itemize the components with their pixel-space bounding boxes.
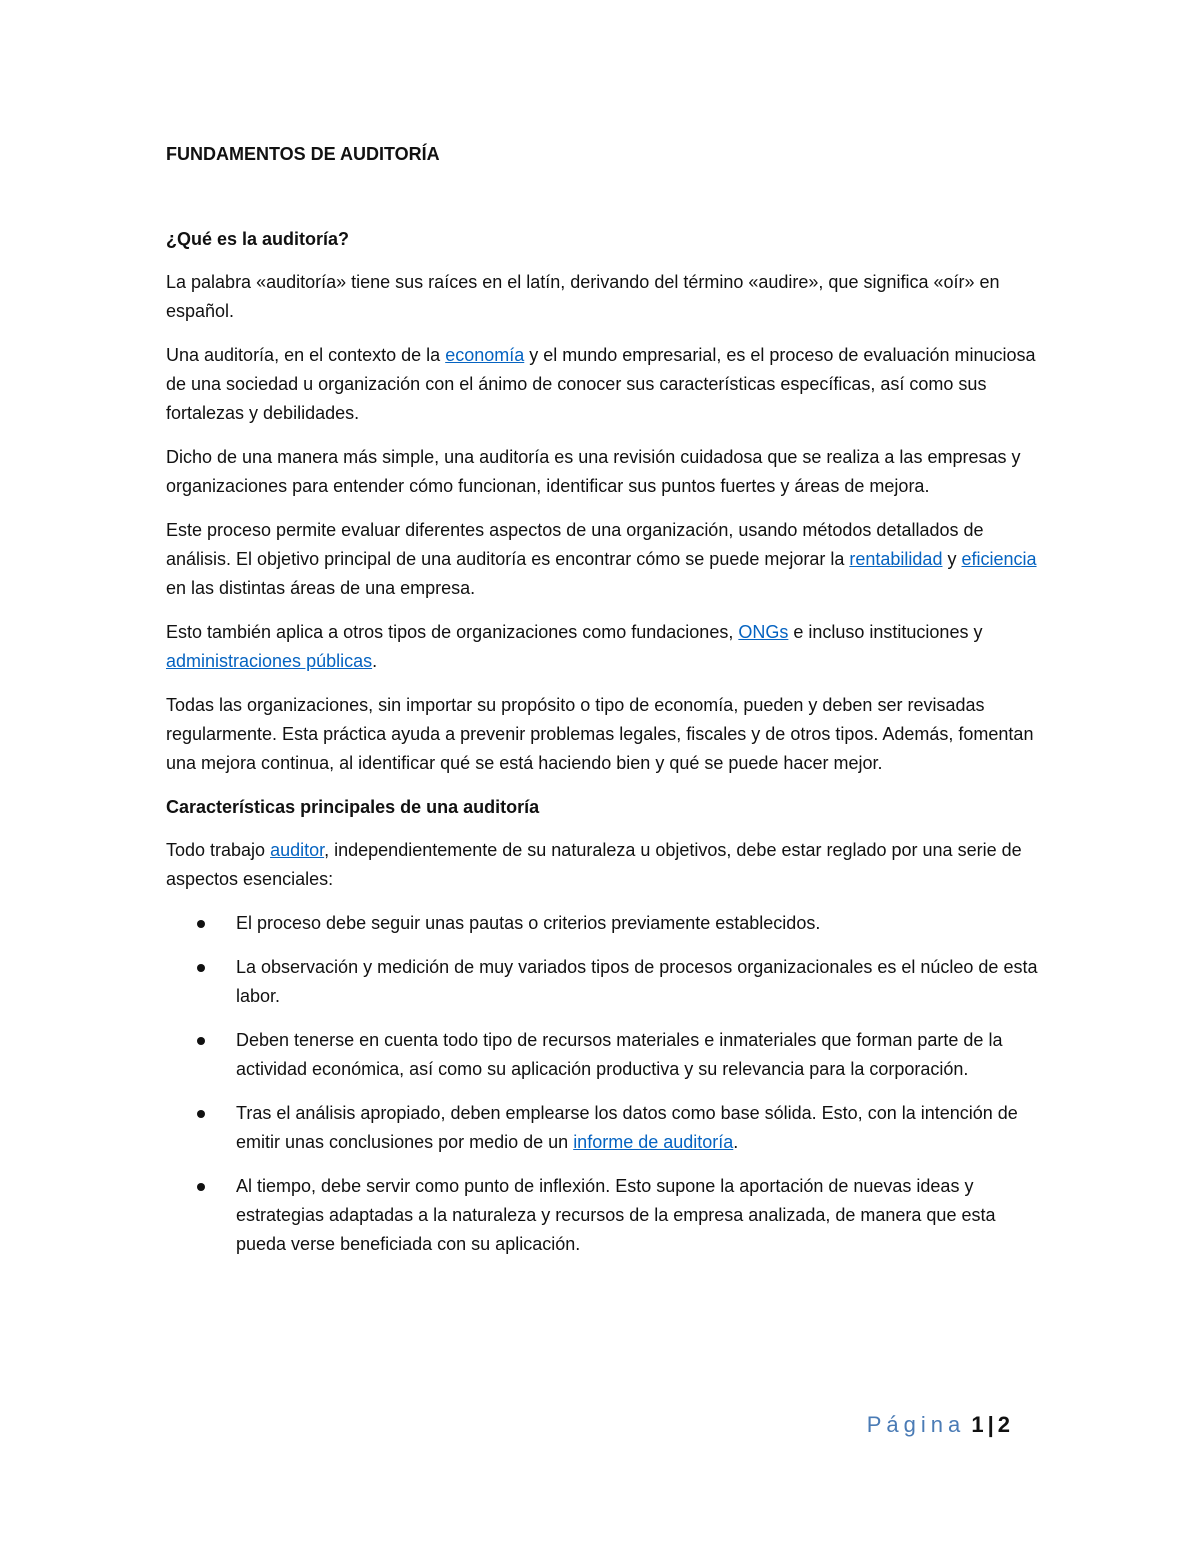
link-economia[interactable]: economía bbox=[445, 345, 525, 365]
list-item: El proceso debe seguir unas pautas o criterios previamente establecidos. bbox=[166, 909, 1041, 938]
bullet-icon bbox=[197, 1183, 205, 1191]
bullet-icon bbox=[197, 1110, 205, 1118]
section-heading-characteristics: Características principales de una auditoría bbox=[166, 797, 540, 817]
paragraph-process: Este proceso permite evaluar diferentes aspectos de una organización, usando métodos detallados de análisis. El objetivo principal de una auditoría es encontrar cómo se puede mejorar la rentabilidad y eficiencia en las distintas áreas de una empresa. bbox=[166, 520, 1037, 598]
document-body bbox=[166, 140, 1041, 1274]
list-item: Deben tenerse en cuenta todo tipo de recursos materiales e inmateriales que forman parte de la actividad económica, así como su aplicación productiva y su relevancia para la corporación. bbox=[166, 1026, 1041, 1084]
paragraph-all-organizations: Todas las organizaciones, sin importar su propósito o tipo de economía, pueden y deben ser revisadas regularmente. Esta práctica ayuda a prevenir problemas legales, fiscales y de otros tipos. Además, fomentan una mejora continua, al identificar qué se está haciendo bien y qué se puede hacer mejor. bbox=[166, 695, 1034, 773]
paragraph-audit-work: Todo trabajo auditor, independientemente de su naturaleza u objetivos, debe estar reglado por una serie de aspectos esenciales: bbox=[166, 840, 1022, 889]
link-auditor[interactable]: auditor bbox=[270, 840, 325, 860]
document-title: FUNDAMENTOS DE AUDITORÍA bbox=[166, 144, 440, 164]
page-separator: | bbox=[987, 1412, 994, 1437]
bullet-icon bbox=[197, 1037, 205, 1045]
bullet-icon bbox=[197, 964, 205, 972]
link-administraciones-publicas[interactable]: administraciones públicas bbox=[166, 651, 373, 671]
paragraph-definition: Una auditoría, en el contexto de la economía y el mundo empresarial, es el proceso de evaluación minuciosa de una sociedad u organización con el ánimo de conocer sus características específicas, así como sus fortalezas y debilidades. bbox=[166, 345, 1036, 423]
link-rentabilidad[interactable]: rentabilidad bbox=[849, 549, 943, 569]
link-ongs[interactable]: ONGs bbox=[738, 622, 789, 642]
paragraph-etymology: La palabra «auditoría» tiene sus raíces en el latín, derivando del término «audire», que significa «oír» en español. bbox=[166, 272, 1000, 321]
list-item: Tras el análisis apropiado, deben emplearse los datos como base sólida. Esto, con la intención de emitir unas conclusiones por medio de un informe de auditoría. bbox=[166, 1099, 1041, 1157]
paragraph-other-organizations: Esto también aplica a otros tipos de organizaciones como fundaciones, ONGs e incluso instituciones y administraciones públicas. bbox=[166, 622, 983, 671]
link-informe-de-auditoria[interactable]: informe de auditoría bbox=[573, 1132, 734, 1152]
current-page-number: 1 bbox=[971, 1412, 984, 1437]
list-item: Al tiempo, debe servir como punto de inflexión. Esto supone la aportación de nuevas ideas y estrategias adaptadas a la naturaleza y recursos de la empresa analizada, de manera que esta pueda verse beneficiada con su aplicación. bbox=[166, 1172, 1041, 1259]
paragraph-simple-explanation: Dicho de una manera más simple, una auditoría es una revisión cuidadosa que se realiza a las empresas y organizaciones para entender cómo funcionan, identificar sus puntos fuertes y áreas de mejora. bbox=[166, 447, 1021, 496]
total-pages-number: 2 bbox=[997, 1412, 1010, 1437]
page-word: Página bbox=[866, 1412, 966, 1437]
page-footer bbox=[867, 1410, 1010, 1440]
list-item: La observación y medición de muy variados tipos de procesos organizacionales es el núcleo de esta labor. bbox=[166, 953, 1041, 1011]
link-eficiencia[interactable]: eficiencia bbox=[961, 549, 1037, 569]
section-heading-what-is-audit: ¿Qué es la auditoría? bbox=[166, 229, 350, 249]
characteristics-list bbox=[166, 909, 1041, 1259]
bullet-icon bbox=[197, 920, 205, 928]
